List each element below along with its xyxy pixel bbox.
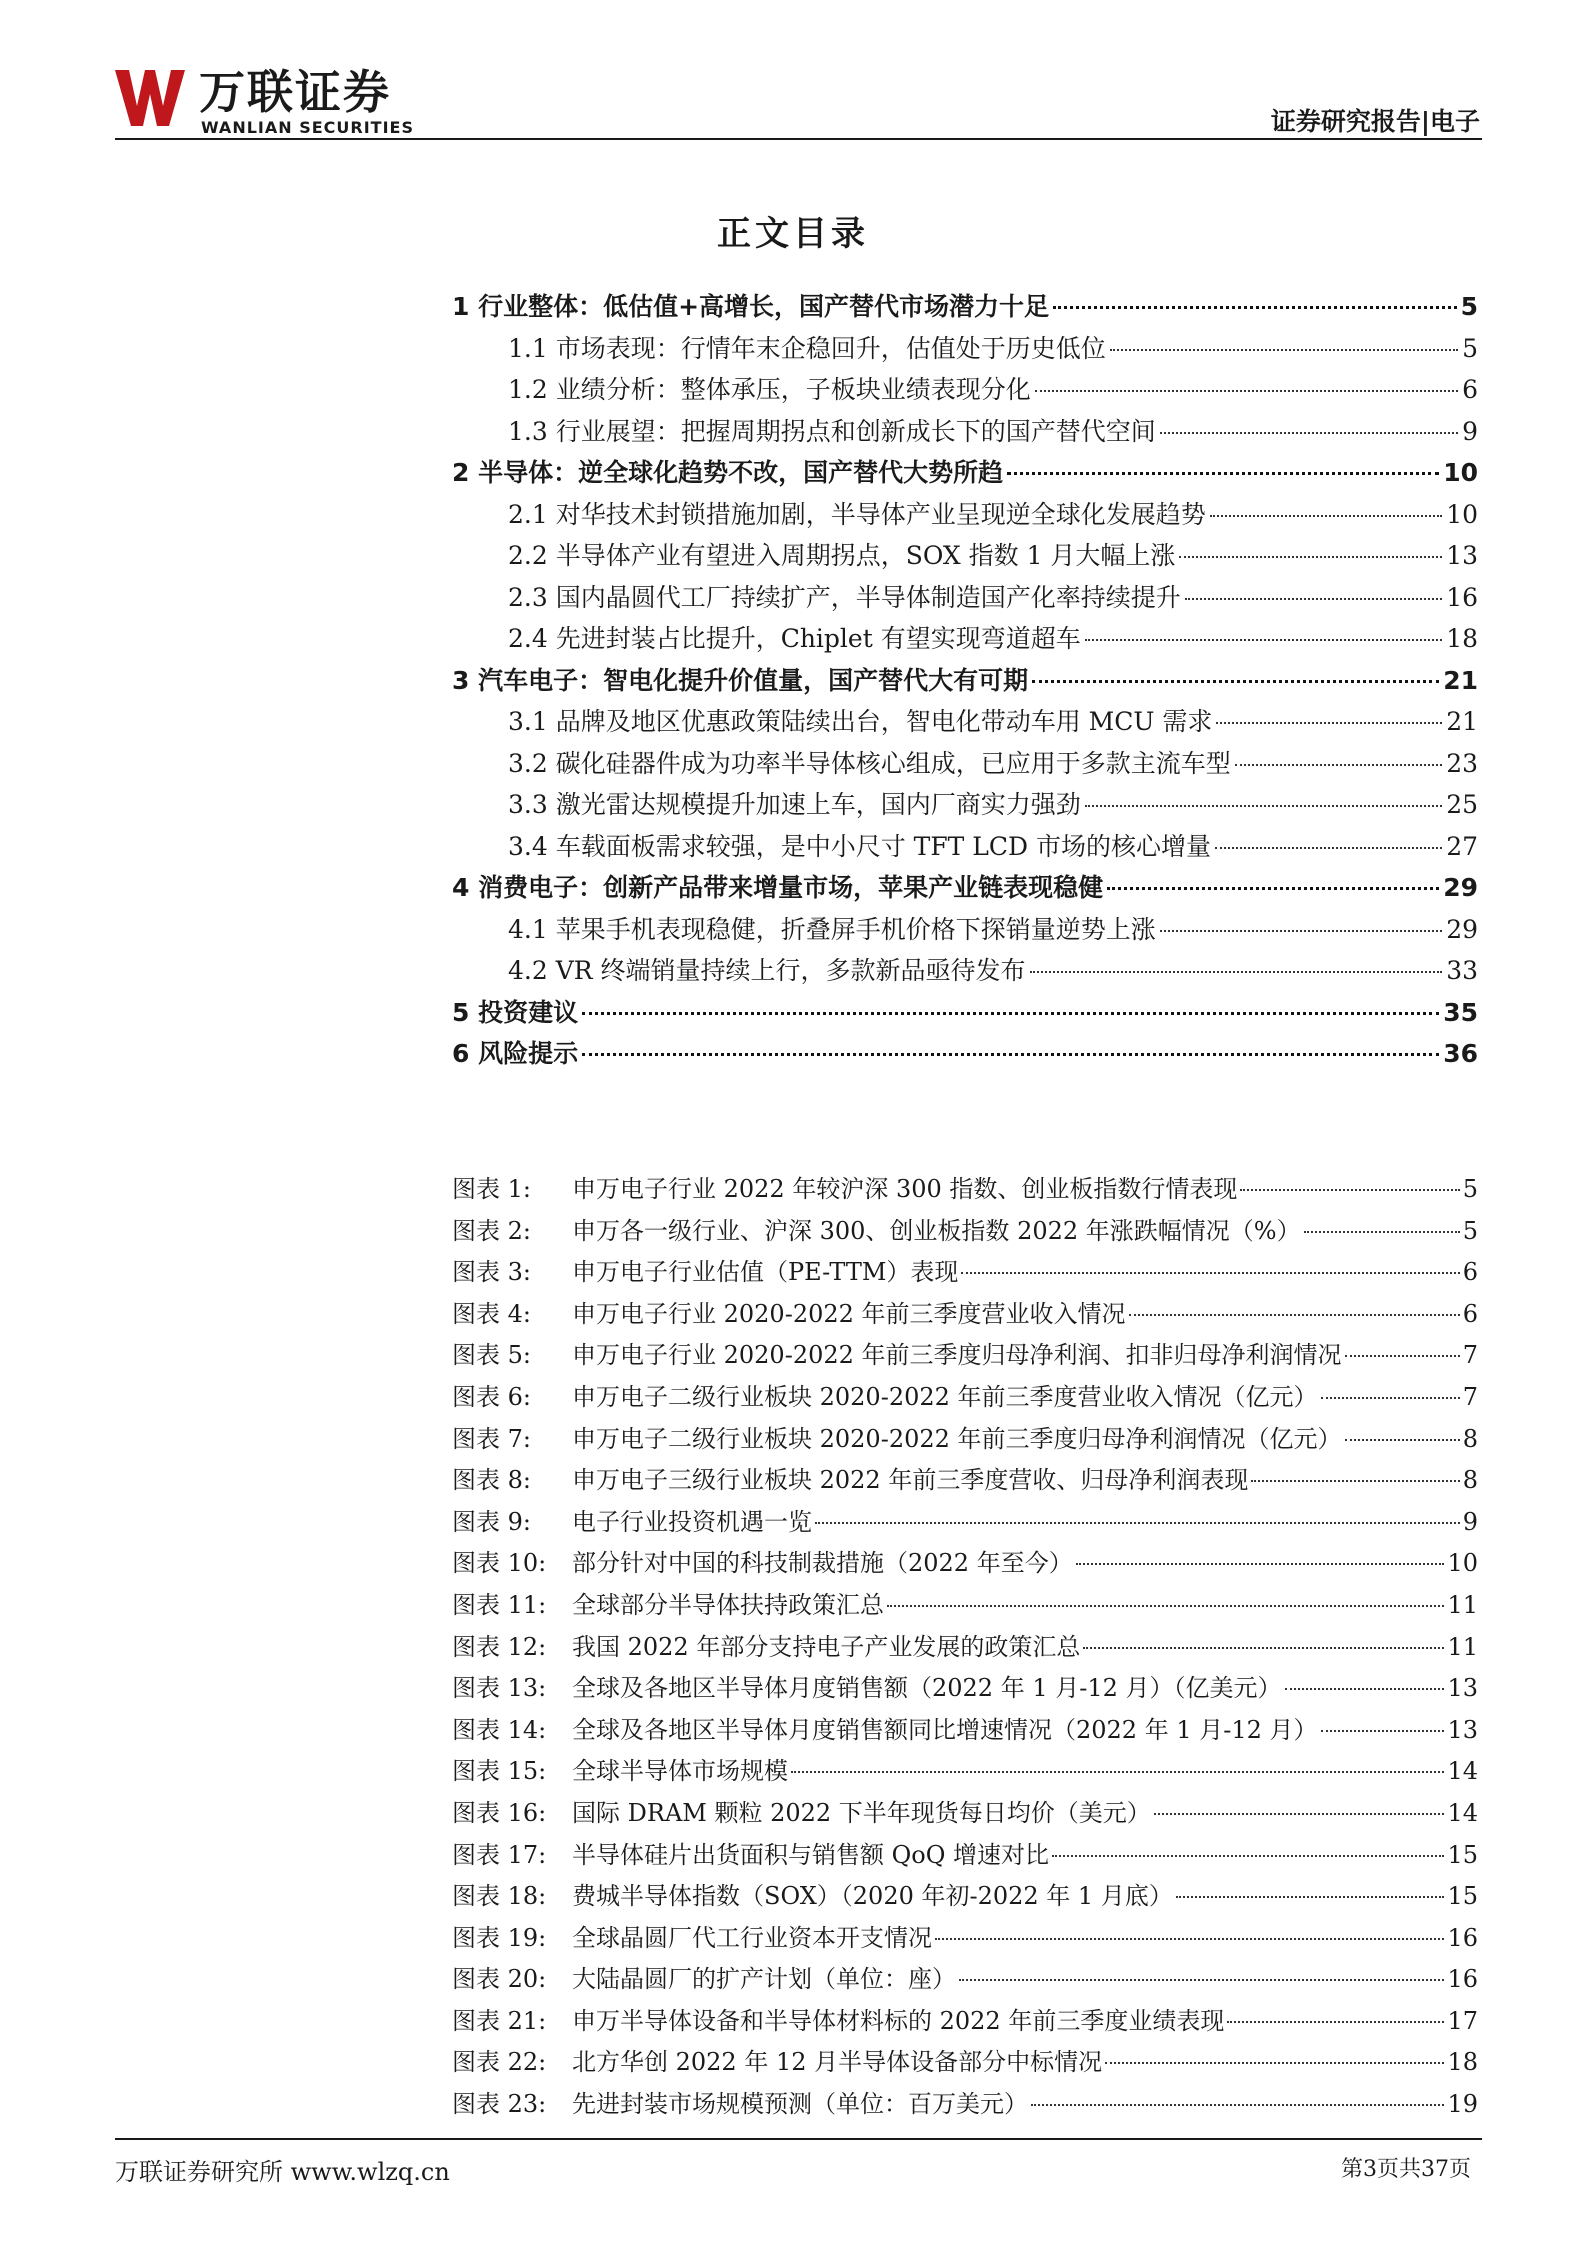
toc-entry-page: 13 bbox=[1446, 541, 1478, 570]
toc-subsection-entry[interactable] bbox=[452, 744, 1478, 786]
dot-leader bbox=[1085, 805, 1442, 807]
toc-subsection-entry[interactable] bbox=[452, 495, 1478, 537]
toc-entry-page: 6 bbox=[1462, 375, 1478, 404]
figure-label: 图表 20: bbox=[452, 1965, 547, 1994]
toc-entry-text: 2 半导体：逆全球化趋势不改，国产替代大势所趋 bbox=[452, 458, 1004, 487]
toc-entry-page: 5 bbox=[1462, 333, 1478, 363]
dot-leader bbox=[1235, 764, 1442, 766]
figure-title: 申万电子行业估值（PE-TTM）表现 bbox=[572, 1258, 959, 1287]
toc-entry-page: 5 bbox=[1460, 292, 1478, 321]
figure-entry[interactable] bbox=[452, 2084, 1478, 2126]
figure-label: 图表 8: bbox=[452, 1466, 531, 1495]
figure-label: 图表 19: bbox=[452, 1923, 547, 1952]
figure-page: 13 bbox=[1447, 1674, 1478, 1703]
figure-page: 11 bbox=[1447, 1632, 1478, 1661]
toc-subsection-entry[interactable] bbox=[452, 910, 1478, 952]
logo-chinese-name: 万联证券 bbox=[199, 65, 391, 119]
figure-label: 图表 9: bbox=[452, 1507, 531, 1536]
figure-label: 图表 1: bbox=[452, 1175, 531, 1203]
figure-label: 图表 7: bbox=[452, 1424, 531, 1453]
figure-page: 15 bbox=[1447, 1840, 1478, 1869]
figure-page: 5 bbox=[1462, 1175, 1478, 1203]
toc-entry-text: 3.3 激光雷达规模提升加速上车，国内厂商实力强劲 bbox=[508, 790, 1081, 819]
figure-title: 部分针对中国的科技制裁措施（2022 年至今） bbox=[572, 1549, 1073, 1578]
dot-leader bbox=[1179, 556, 1442, 558]
dot-leader bbox=[1052, 1855, 1444, 1857]
dot-leader bbox=[1160, 930, 1442, 932]
toc-entry-text: 3.4 车载面板需求较强，是中小尺寸 TFT LCD 市场的核心增量 bbox=[508, 831, 1212, 861]
figure-page: 6 bbox=[1462, 1299, 1478, 1328]
toc-entry-text: 3.2 碳化硅器件成为功率半导体核心组成，已应用于多款主流车型 bbox=[508, 748, 1231, 778]
footer-institute: 万联证券研究所 www.wlzq.cn bbox=[115, 2158, 450, 2186]
figure-entry[interactable] bbox=[452, 1793, 1478, 1835]
toc-entry-page: 36 bbox=[1443, 1039, 1478, 1068]
dot-leader bbox=[1321, 1730, 1445, 1732]
dot-leader bbox=[1007, 472, 1439, 475]
figure-page: 6 bbox=[1462, 1258, 1478, 1287]
toc-entry-text: 1.1 市场表现：行情年末企稳回升，估值处于历史低位 bbox=[508, 333, 1106, 363]
dot-leader bbox=[1085, 639, 1442, 641]
dot-leader bbox=[1304, 1231, 1460, 1233]
figure-entry[interactable] bbox=[452, 1585, 1478, 1627]
toc-entry-text: 1.3 行业展望：把握周期拐点和创新成长下的国产替代空间 bbox=[508, 416, 1156, 446]
dot-leader bbox=[1285, 1688, 1445, 1690]
dot-leader bbox=[959, 1979, 1444, 1981]
toc-entry-text: 3.1 品牌及地区优惠政策陆续出台，智电化带动车用 MCU 需求 bbox=[508, 707, 1213, 736]
dot-leader bbox=[1210, 515, 1442, 517]
toc-entry-text: 4.1 苹果手机表现稳健，折叠屏手机价格下探销量逆势上涨 bbox=[508, 914, 1156, 944]
figure-label: 图表 15: bbox=[452, 1757, 547, 1786]
figure-label: 图表 6: bbox=[452, 1382, 531, 1411]
toc-entry-text: 2.4 先进封装占比提升，Chiplet 有望实现弯道超车 bbox=[508, 624, 1081, 653]
figure-title: 申万电子二级行业板块 2020-2022 年前三季度营业收入情况（亿元） bbox=[572, 1382, 1318, 1411]
dot-leader bbox=[961, 1272, 1459, 1274]
toc-entry-text: 6 风险提示 bbox=[452, 1039, 579, 1068]
toc-entry-text: 4 消费电子：创新产品带来增量市场，苹果产业链表现稳健 bbox=[452, 873, 1104, 902]
dot-leader bbox=[1035, 390, 1458, 392]
toc-entry-text: 3 汽车电子：智电化提升价值量，国产替代大有可期 bbox=[452, 665, 1029, 695]
figure-entry[interactable] bbox=[452, 1918, 1478, 1960]
toc-title: 正文目录 bbox=[717, 214, 869, 254]
figure-title: 费城半导体指数（SOX）（2020 年初-2022 年 1 月底） bbox=[572, 1882, 1173, 1911]
figure-title: 申万电子三级行业板块 2022 年前三季度营收、归母净利润表现 bbox=[572, 1466, 1249, 1495]
figure-label: 图表 13: bbox=[452, 1674, 547, 1703]
toc-entry-text: 2.2 半导体产业有望进入周期拐点，SOX 指数 1 月大幅上涨 bbox=[508, 541, 1176, 570]
dot-leader bbox=[1053, 306, 1457, 309]
toc-entry-page: 9 bbox=[1462, 416, 1478, 446]
figure-entry[interactable] bbox=[452, 1751, 1478, 1793]
figure-page: 11 bbox=[1447, 1590, 1478, 1619]
figure-title: 申万半导体设备和半导体材料标的 2022 年前三季度业绩表现 bbox=[572, 2006, 1225, 2035]
dot-leader bbox=[1227, 2021, 1444, 2023]
toc-subsection-entry[interactable] bbox=[452, 536, 1478, 578]
toc-section-entry[interactable] bbox=[452, 661, 1478, 703]
logo-english-name: WANLIAN SECURITIES bbox=[201, 118, 414, 137]
figure-page: 18 bbox=[1447, 2048, 1478, 2077]
figure-label: 图表 23: bbox=[452, 2090, 547, 2119]
toc-entry-page: 35 bbox=[1443, 997, 1478, 1027]
toc-entry-page: 21 bbox=[1443, 665, 1478, 695]
dot-leader bbox=[1032, 680, 1439, 683]
dot-leader bbox=[1240, 1189, 1459, 1191]
figure-page: 17 bbox=[1447, 2006, 1478, 2035]
figure-title: 申万电子二级行业板块 2020-2022 年前三季度归母净利润情况（亿元） bbox=[572, 1424, 1342, 1453]
figure-entry[interactable] bbox=[452, 1419, 1478, 1461]
figure-index bbox=[452, 1169, 1478, 2126]
dot-leader bbox=[1076, 1563, 1445, 1565]
figure-label: 图表 21: bbox=[452, 2006, 547, 2035]
figure-label: 图表 22: bbox=[452, 2048, 547, 2077]
figure-label: 图表 17: bbox=[452, 1840, 547, 1869]
dot-leader bbox=[1345, 1439, 1460, 1441]
dot-leader bbox=[1160, 432, 1458, 434]
figure-entry[interactable] bbox=[452, 1294, 1478, 1336]
figure-page: 8 bbox=[1462, 1424, 1478, 1453]
figure-page: 13 bbox=[1447, 1715, 1478, 1744]
figure-title: 申万电子行业 2022 年较沪深 300 指数、创业板指数行情表现 bbox=[572, 1175, 1238, 1203]
toc-entry-text: 4.2 VR 终端销量持续上行，多款新品亟待发布 bbox=[508, 956, 1026, 985]
dot-leader bbox=[887, 1605, 1444, 1607]
toc-entry-page: 10 bbox=[1446, 499, 1478, 529]
figure-entry[interactable] bbox=[452, 1335, 1478, 1377]
toc-entry-text: 5 投资建议 bbox=[452, 997, 579, 1027]
figure-label: 图表 2: bbox=[452, 1216, 531, 1245]
toc-entry-page: 27 bbox=[1446, 831, 1478, 861]
figure-label: 图表 16: bbox=[452, 1798, 547, 1827]
dot-leader bbox=[1083, 1647, 1444, 1649]
figure-entry[interactable] bbox=[452, 1502, 1478, 1544]
figure-entry[interactable] bbox=[452, 1668, 1478, 1710]
toc-entry-text: 1.2 业绩分析：整体承压，子板块业绩表现分化 bbox=[508, 375, 1031, 404]
toc-subsection-entry[interactable] bbox=[452, 619, 1478, 661]
dot-leader bbox=[1176, 1896, 1445, 1898]
toc-subsection-entry[interactable] bbox=[452, 785, 1478, 827]
dot-leader bbox=[935, 1938, 1444, 1940]
dot-leader bbox=[1030, 971, 1443, 973]
toc-subsection-entry[interactable] bbox=[452, 370, 1478, 412]
toc-entry-text: 2.3 国内晶圆代工厂持续扩产，半导体制造国产化率持续提升 bbox=[508, 582, 1181, 612]
toc-section-entry[interactable] bbox=[452, 868, 1478, 910]
figure-title: 全球及各地区半导体月度销售额（2022 年 1 月-12 月）（亿美元） bbox=[572, 1674, 1282, 1703]
figure-entry[interactable] bbox=[452, 1169, 1478, 1211]
dot-leader bbox=[1129, 1314, 1460, 1316]
toc-section-entry[interactable] bbox=[452, 287, 1478, 329]
dot-leader bbox=[1321, 1397, 1460, 1399]
figure-title: 电子行业投资机遇一览 bbox=[572, 1507, 812, 1536]
figure-label: 图表 4: bbox=[452, 1299, 531, 1328]
figure-title: 全球晶圆厂代工行业资本开支情况 bbox=[572, 1923, 932, 1952]
toc-entry-page: 18 bbox=[1446, 624, 1478, 653]
figure-entry[interactable] bbox=[452, 1543, 1478, 1585]
figure-entry[interactable] bbox=[452, 1460, 1478, 1502]
figure-title: 申万电子行业 2020-2022 年前三季度归母净利润、扣非归母净利润情况 bbox=[572, 1341, 1342, 1370]
dot-leader bbox=[1345, 1355, 1460, 1357]
figure-page: 19 bbox=[1447, 2090, 1478, 2119]
dot-leader bbox=[1110, 349, 1458, 351]
toc-entry-page: 16 bbox=[1446, 582, 1478, 612]
page-header bbox=[115, 62, 1480, 142]
figure-page: 8 bbox=[1462, 1466, 1478, 1495]
figure-title: 全球及各地区半导体月度销售额同比增速情况（2022 年 1 月-12 月） bbox=[572, 1715, 1318, 1744]
dot-leader bbox=[1105, 2062, 1444, 2064]
toc-entry-page: 25 bbox=[1446, 790, 1478, 819]
figure-page: 15 bbox=[1447, 1882, 1478, 1911]
figure-page: 7 bbox=[1462, 1341, 1478, 1370]
figure-label: 图表 12: bbox=[452, 1632, 547, 1661]
dot-leader bbox=[1216, 722, 1442, 724]
toc-section-entry[interactable] bbox=[452, 1034, 1478, 1076]
figure-title: 大陆晶圆厂的扩产计划（单位：座） bbox=[572, 1965, 956, 1994]
toc-entry-page: 29 bbox=[1443, 873, 1478, 902]
figure-title: 半导体硅片出货面积与销售额 QoQ 增速对比 bbox=[572, 1840, 1050, 1869]
toc-subsection-entry[interactable] bbox=[452, 578, 1478, 620]
figure-title: 北方华创 2022 年 12 月半导体设备部分中标情况 bbox=[572, 2048, 1103, 2077]
figure-entry[interactable] bbox=[452, 1627, 1478, 1669]
figure-page: 16 bbox=[1447, 1923, 1478, 1952]
toc-entry-page: 21 bbox=[1446, 707, 1478, 736]
dot-leader bbox=[1251, 1480, 1459, 1482]
figure-entry[interactable] bbox=[452, 2042, 1478, 2084]
dot-leader bbox=[1215, 847, 1442, 849]
toc-subsection-entry[interactable] bbox=[452, 827, 1478, 869]
figure-page: 7 bbox=[1462, 1382, 1478, 1411]
figure-title: 我国 2022 年部分支持电子产业发展的政策汇总 bbox=[572, 1632, 1081, 1661]
toc-entry-page: 10 bbox=[1443, 458, 1478, 487]
header-divider bbox=[115, 138, 1482, 140]
toc-entry-page: 29 bbox=[1446, 914, 1478, 944]
figure-title: 申万各一级行业、沪深 300、创业板指数 2022 年涨跌幅情况（%） bbox=[572, 1216, 1301, 1245]
figure-label: 图表 14: bbox=[452, 1715, 547, 1744]
figure-page: 16 bbox=[1447, 1965, 1478, 1994]
figure-label: 图表 10: bbox=[452, 1549, 547, 1578]
toc-subsection-entry[interactable] bbox=[452, 951, 1478, 993]
toc-entry-text: 1 行业整体：低估值+高增长，国产替代市场潜力十足 bbox=[452, 292, 1050, 321]
toc-subsection-entry[interactable] bbox=[452, 702, 1478, 744]
figure-label: 图表 18: bbox=[452, 1882, 547, 1911]
figure-title: 全球部分半导体扶持政策汇总 bbox=[572, 1590, 884, 1619]
figure-page: 9 bbox=[1462, 1507, 1478, 1536]
toc-section-entry[interactable] bbox=[452, 993, 1478, 1035]
page-number: 第3页共37页 bbox=[1341, 2157, 1471, 2182]
figure-page: 14 bbox=[1447, 1757, 1478, 1786]
figure-title: 先进封装市场规模预测（单位：百万美元） bbox=[572, 2090, 1028, 2119]
figure-entry[interactable] bbox=[452, 2001, 1478, 2043]
figure-entry[interactable] bbox=[452, 1876, 1478, 1918]
dot-leader bbox=[582, 1012, 1439, 1015]
toc-entry-page: 23 bbox=[1446, 748, 1478, 778]
dot-leader bbox=[1185, 598, 1442, 600]
dot-leader bbox=[1031, 2104, 1444, 2106]
figure-label: 图表 3: bbox=[452, 1258, 531, 1287]
figure-entry[interactable] bbox=[452, 1252, 1478, 1294]
toc-subsection-entry[interactable] bbox=[452, 329, 1478, 371]
report-category: 证券研究报告|电子 bbox=[1270, 107, 1480, 136]
dot-leader bbox=[1107, 887, 1439, 890]
footer-divider bbox=[115, 2138, 1482, 2140]
wanlian-logo-icon bbox=[115, 70, 187, 126]
figure-page: 14 bbox=[1447, 1798, 1478, 1827]
dot-leader bbox=[815, 1522, 1460, 1524]
dot-leader bbox=[582, 1053, 1439, 1056]
figure-entry[interactable] bbox=[452, 1959, 1478, 2001]
toc-section-entry[interactable] bbox=[452, 453, 1478, 495]
table-of-contents bbox=[452, 287, 1478, 1076]
figure-entry[interactable] bbox=[452, 1211, 1478, 1253]
dot-leader bbox=[1154, 1813, 1445, 1815]
figure-title: 全球半导体市场规模 bbox=[572, 1757, 788, 1786]
toc-subsection-entry[interactable] bbox=[452, 412, 1478, 454]
figure-entry[interactable] bbox=[452, 1377, 1478, 1419]
figure-page: 10 bbox=[1447, 1549, 1478, 1578]
figure-entry[interactable] bbox=[452, 1835, 1478, 1877]
toc-entry-page: 33 bbox=[1446, 956, 1478, 985]
dot-leader bbox=[791, 1771, 1444, 1773]
figure-title: 申万电子行业 2020-2022 年前三季度营业收入情况 bbox=[572, 1299, 1126, 1328]
figure-label: 图表 5: bbox=[452, 1341, 531, 1370]
figure-title: 国际 DRAM 颗粒 2022 下半年现货每日均价（美元） bbox=[572, 1798, 1151, 1827]
figure-entry[interactable] bbox=[452, 1710, 1478, 1752]
figure-page: 5 bbox=[1462, 1216, 1478, 1245]
figure-label: 图表 11: bbox=[452, 1590, 547, 1619]
toc-entry-text: 2.1 对华技术封锁措施加剧，半导体产业呈现逆全球化发展趋势 bbox=[508, 499, 1206, 529]
